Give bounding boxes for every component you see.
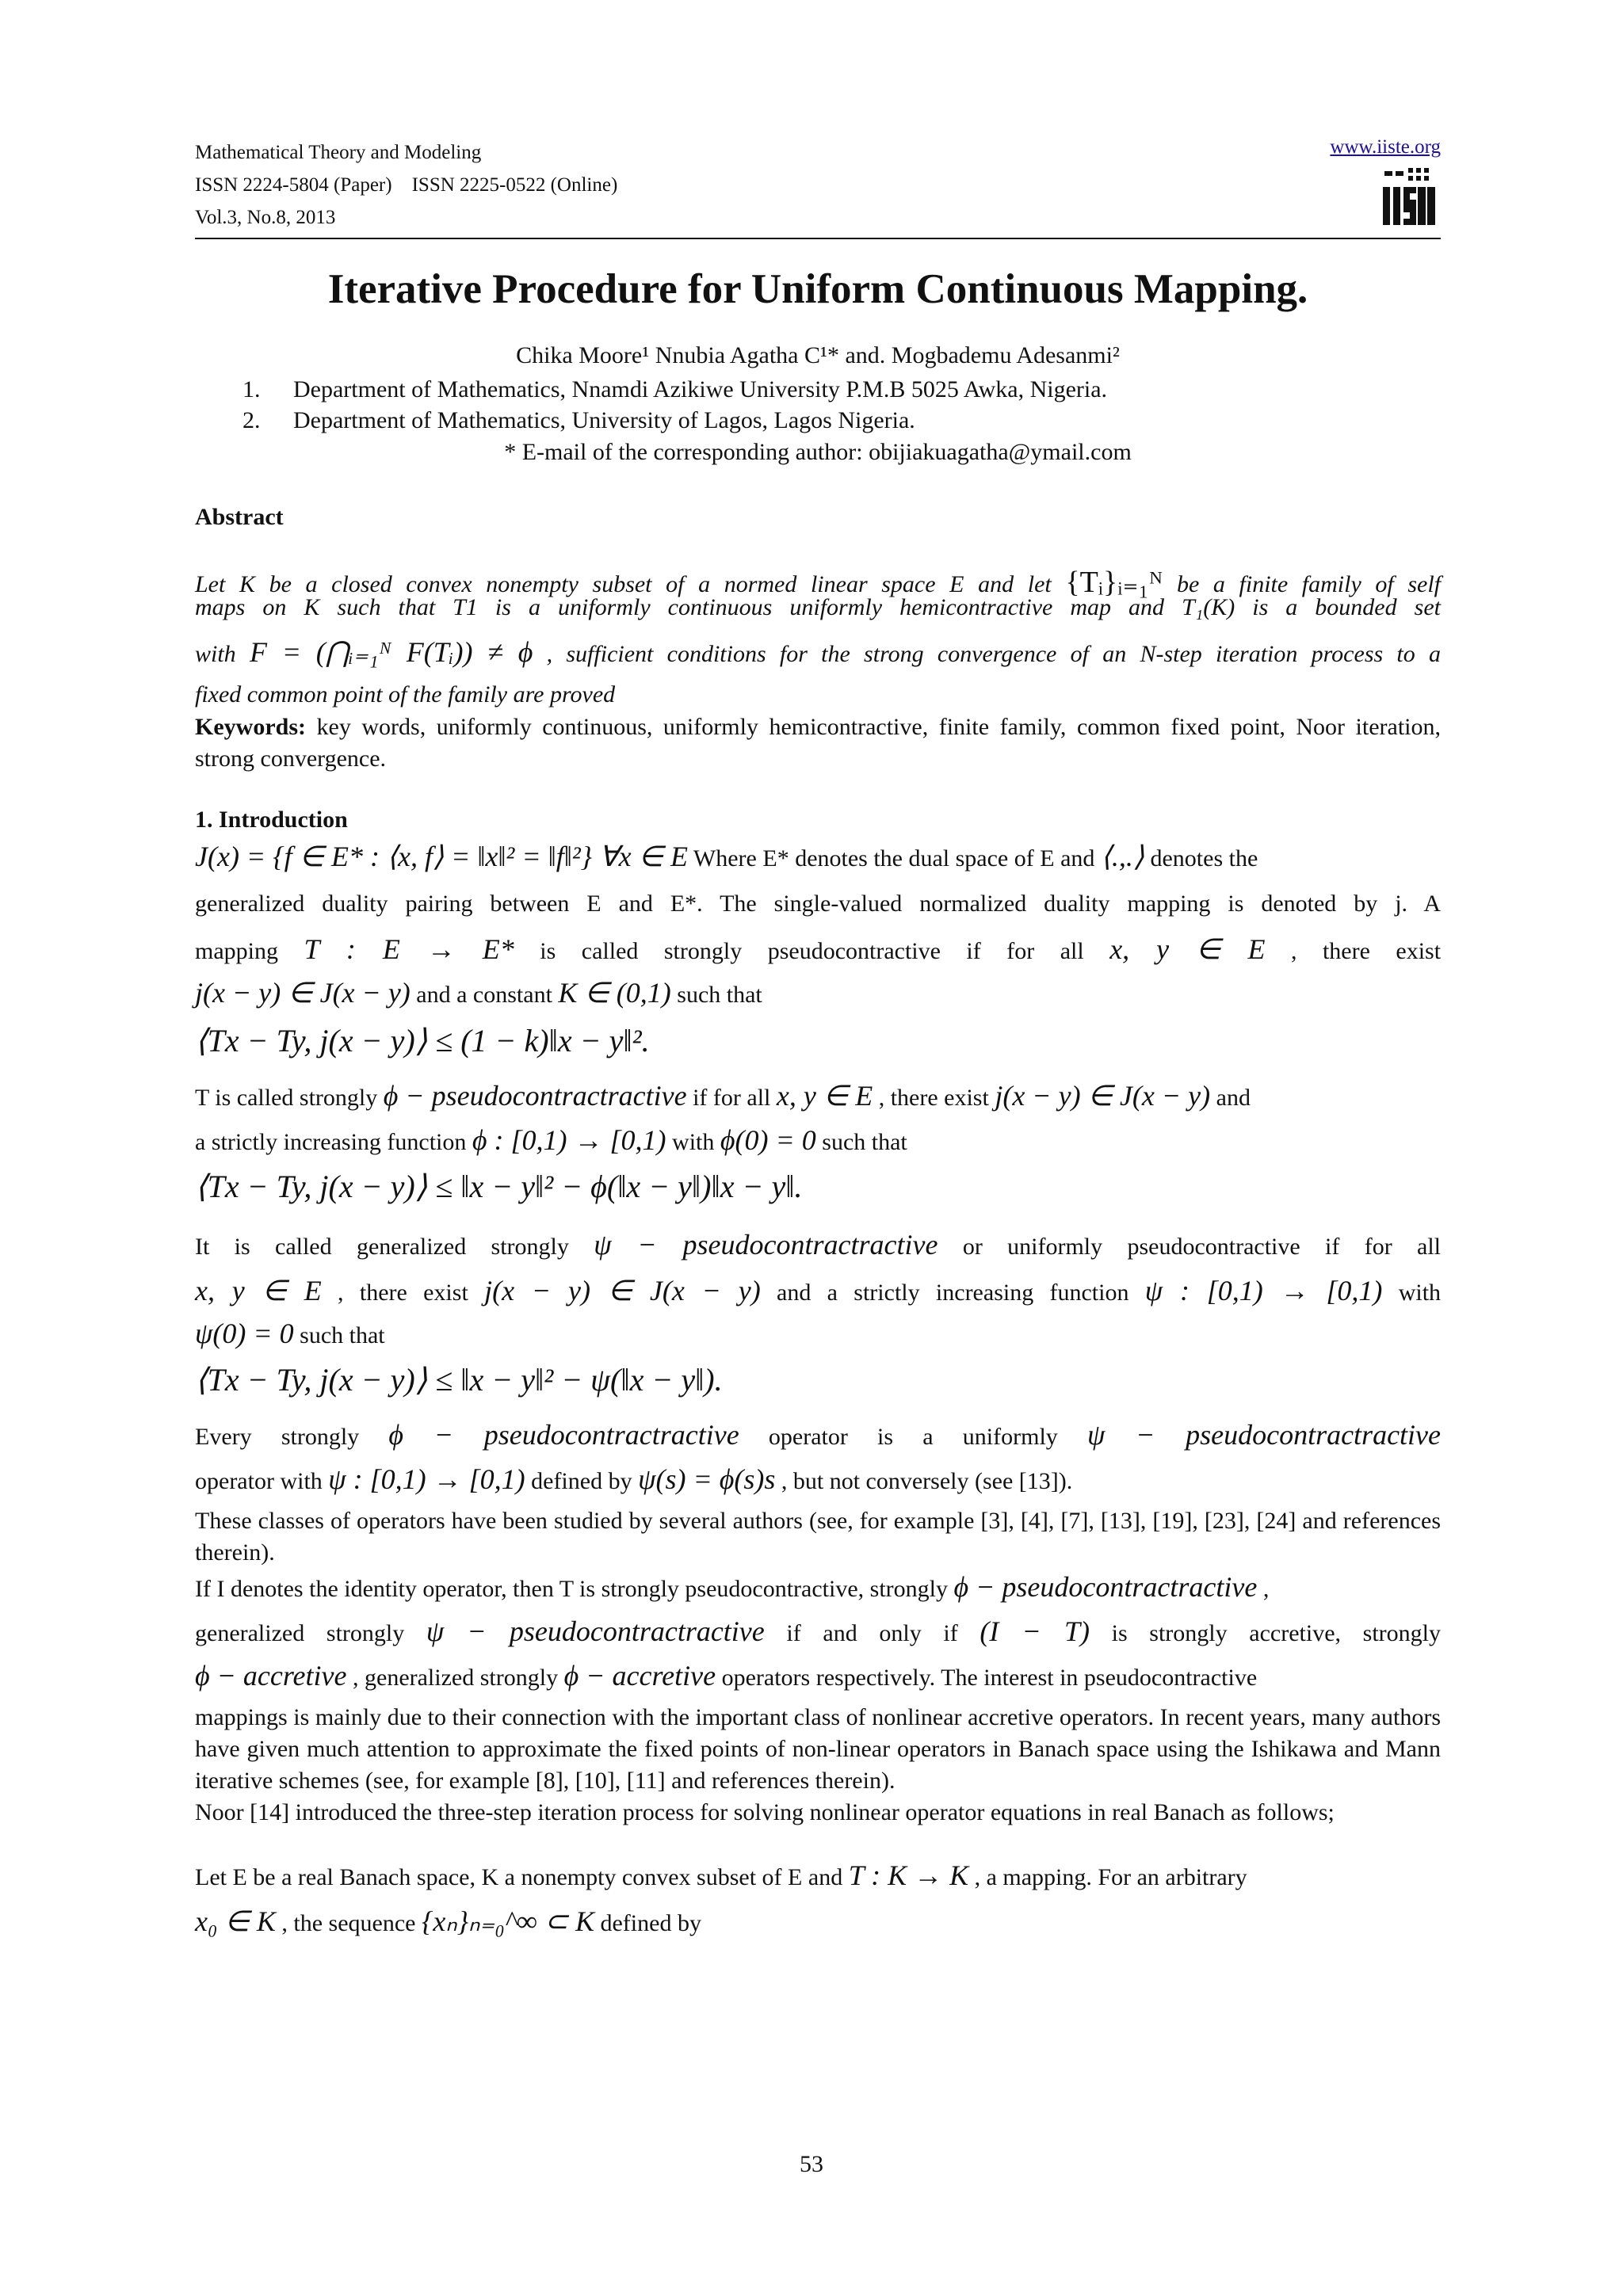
affiliation-1 xyxy=(242,376,1107,403)
phi-zero-expression: ϕ(0) = 0 xyxy=(720,1124,816,1156)
duality-selection-expression: j(x − y) ∈ J(x − y) xyxy=(995,1080,1211,1112)
intro-text: , there exist xyxy=(1290,938,1442,964)
intro-line-9 xyxy=(195,1317,1441,1350)
family-expression: {Tᵢ}ᵢ₌₁ᴺ xyxy=(1065,566,1163,599)
identity-minus-t-expression: (I − T) xyxy=(980,1615,1090,1647)
duality-pairing-symbol: ⟨.,.⟩ xyxy=(1100,841,1144,872)
intro-text: mapping xyxy=(195,938,278,964)
intro-text: is called strongly pseudocontractive if for all xyxy=(540,938,1084,964)
abstract-text: , sufficient conditions for the strong convergence of an N-step iteration process to a xyxy=(546,641,1442,667)
mapping-expression: T : E → E* xyxy=(304,933,514,965)
equation-2 xyxy=(195,1168,1441,1205)
intro-text: defined by xyxy=(525,1468,639,1494)
intro-text: Where E* denotes the dual space of E and xyxy=(687,845,1101,871)
phi-pseudocontractive-inequality: ⟨Tx − Ty, j(x − y)⟩ ≤ ‖x − y‖² − ϕ(‖x − y‖)‖x − y‖. xyxy=(195,1169,803,1204)
phi-accretive-term: ϕ − accretive xyxy=(195,1660,347,1691)
intro-text: operators respectively. The interest in pseudocontractive xyxy=(716,1665,1258,1691)
abstract-text: be a finite family of self xyxy=(1176,571,1442,597)
intro-text: or uniformly pseudocontractive if for all xyxy=(962,1234,1442,1260)
psi-function-expression: ψ : [0,1) → [0,1) xyxy=(328,1463,525,1495)
xy-in-e-expression: x, y ∈ E xyxy=(776,1080,873,1112)
constant-expression: K ∈ (0,1) xyxy=(558,977,671,1009)
equation-1 xyxy=(195,1022,1441,1059)
phi-accretive-term: ϕ − accretive xyxy=(563,1660,716,1691)
psi-pseudocontractive-term: ψ − pseudocontractractive xyxy=(594,1229,938,1261)
corresponding-email: * E-mail of the corresponding author: obijiakuagatha@ymail.com xyxy=(504,439,1132,465)
self-mapping-expression: T : K → K xyxy=(848,1859,969,1891)
affiliation-text: Department of Mathematics, University of Lagos, Lagos Nigeria. xyxy=(293,407,915,433)
intro-line-19 xyxy=(195,1905,1441,1938)
intro-text: and a strictly increasing function xyxy=(777,1280,1129,1306)
intro-text: operator is a uniformly xyxy=(768,1424,1058,1450)
journal-name: Mathematical Theory and Modeling xyxy=(195,142,482,163)
keywords-label: Keywords: xyxy=(195,714,306,740)
psi-zero-expression: ψ(0) = 0 xyxy=(195,1318,294,1349)
intro-text: T is called strongly xyxy=(195,1085,384,1111)
intro-text: , there exist xyxy=(338,1280,468,1306)
abstract-line-3 xyxy=(195,635,1441,669)
intro-text: operator with xyxy=(195,1468,329,1494)
phi-pseudocontractive-term: ϕ − pseudocontractractive xyxy=(383,1080,687,1112)
intro-text: and a constant xyxy=(410,982,559,1008)
iiste-logo-icon xyxy=(1381,168,1437,230)
intro-text: such that xyxy=(293,1322,385,1348)
phi-pseudocontractive-term: ϕ − pseudocontractractive xyxy=(388,1419,739,1451)
intro-line-13 xyxy=(195,1570,1441,1604)
intro-text: , but not conversely (see [13]). xyxy=(775,1468,1073,1494)
intro-text: such that xyxy=(815,1129,907,1155)
intro-text: , xyxy=(1257,1576,1270,1602)
intro-text: is strongly accretive, strongly xyxy=(1111,1620,1441,1646)
keywords xyxy=(195,711,1441,775)
intro-line-2: generalized duality pairing between E and E*. The single-valued normalized duality mapping is denoted by j. A xyxy=(195,891,1441,917)
phi-function-expression: ϕ : [0,1) → [0,1) xyxy=(472,1124,666,1156)
psi-pseudocontractive-term: ψ − pseudocontractractive xyxy=(1087,1419,1442,1451)
intro-text: with xyxy=(666,1129,720,1155)
xy-in-e-expression: x, y ∈ E xyxy=(195,1275,322,1306)
duality-selection-expression: j(x − y) ∈ J(x − y) xyxy=(195,977,411,1009)
intro-text: generalized strongly xyxy=(195,1620,405,1646)
header-rule xyxy=(195,238,1441,239)
author-line: Chika Moore¹ Nnubia Agatha C¹* and. Mogbademu Adesanmi² xyxy=(516,342,1120,368)
psi-function-expression: ψ : [0,1) → [0,1) xyxy=(1144,1275,1383,1306)
intro-text: , a mapping. For an arbitrary xyxy=(968,1864,1247,1890)
svg-text:IISTE: IISTE xyxy=(1409,229,1411,230)
intro-text: , generalized strongly xyxy=(346,1665,564,1691)
intro-line-1 xyxy=(195,840,1441,873)
intro-text: defined by xyxy=(594,1910,701,1936)
intro-paragraph-12: These classes of operators have been studied by several authors (see, for example [3], [4], [7], [13], [19], [23], [24] and references therein). xyxy=(195,1508,1441,1566)
intro-line-6 xyxy=(195,1123,1441,1157)
intro-line-7 xyxy=(195,1228,1441,1261)
intro-line-14 xyxy=(195,1615,1441,1648)
abstract-line-4: fixed common point of the family are proved xyxy=(195,681,616,707)
fixed-point-set-expression: F = (⋂ᵢ₌₁ᴺ F(Tᵢ)) ≠ ϕ xyxy=(249,636,533,668)
abstract-text: Let K be a closed convex nonempty subset of a normed linear space E and let xyxy=(195,571,1052,597)
phi-pseudocontractive-term: ϕ − pseudocontractractive xyxy=(953,1571,1258,1603)
intro-text: such that xyxy=(670,982,762,1008)
issn-line: ISSN 2224-5804 (Paper) ISSN 2225-0522 (Online) xyxy=(195,174,618,196)
abstract-line-2: maps on K such that T1 is a uniformly continuous uniformly hemicontractive map and T₁(K) is a bounded set xyxy=(195,594,1441,620)
xy-in-e-expression: x, y ∈ E xyxy=(1109,933,1266,965)
intro-text: if for all xyxy=(686,1085,777,1111)
volume-line: Vol.3, No.8, 2013 xyxy=(195,207,336,228)
intro-text: If I denotes the identity operator, then T is strongly pseudocontractive, strongly xyxy=(195,1576,954,1602)
page-number: 53 xyxy=(800,2151,823,2177)
intro-line-15 xyxy=(195,1659,1441,1692)
intro-text: Let E be a real Banach space, K a nonempty convex subset of E and xyxy=(195,1864,849,1890)
intro-text: , the sequence xyxy=(275,1910,422,1936)
abstract-text: with xyxy=(195,641,236,667)
website-container xyxy=(1330,136,1441,158)
sequence-expression: {xₙ}ₙ₌₀^∞ ⊂ K xyxy=(421,1905,594,1937)
initial-point-expression: x₀ ∈ K xyxy=(195,1905,276,1937)
intro-paragraph-16: mappings is mainly due to their connection with the important class of nonlinear accretive operators. In recent years, many authors have given much attention to approximate the fixed points of non-linear operators in Banach space using the Ishikawa and Mann iterative schemes (see, for example [8], [10], [11] and references therein). xyxy=(195,1704,1441,1794)
intro-text: with xyxy=(1398,1280,1442,1306)
affiliation-number: 2. xyxy=(242,407,261,433)
intro-text: It is called generalized strongly xyxy=(195,1234,594,1260)
keywords-text: key words, uniformly continuous, uniformly hemicontractive, finite family, common fixed point, Noor iteration, strong convergence. xyxy=(195,714,1441,772)
intro-line-11 xyxy=(195,1463,1441,1496)
psi-definition-expression: ψ(s) = ϕ(s)s xyxy=(638,1463,776,1495)
intro-text: a strictly increasing function xyxy=(195,1129,472,1155)
intro-line-3 xyxy=(195,933,1441,966)
intro-text: if and only if xyxy=(786,1620,958,1646)
paper-title: Iterative Procedure for Uniform Continuous Mapping. xyxy=(327,266,1308,312)
strong-pseudocontractive-inequality: ⟨Tx − Ty, j(x − y)⟩ ≤ (1 − k)‖x − y‖². xyxy=(195,1023,650,1058)
intro-line-10 xyxy=(195,1418,1441,1451)
intro-text: denotes the xyxy=(1144,845,1258,871)
psi-pseudocontractive-inequality: ⟨Tx − Ty, j(x − y)⟩ ≤ ‖x − y‖² − ψ(‖x − y‖). xyxy=(195,1362,723,1398)
affiliation-2 xyxy=(242,407,915,434)
duality-selection-expression: j(x − y) ∈ J(x − y) xyxy=(484,1275,761,1306)
intro-line-4 xyxy=(195,976,1441,1009)
affiliation-number: 1. xyxy=(242,376,261,402)
intro-text: , there exist xyxy=(873,1085,995,1111)
running-header xyxy=(195,136,1441,234)
intro-text: Every strongly xyxy=(195,1424,360,1450)
intro-line-18 xyxy=(195,1859,1441,1892)
duality-map-definition: J(x) = {f ∈ E* : ⟨x, f⟩ = ‖x‖² = ‖f‖²} ∀x ∈ E xyxy=(195,841,688,872)
introduction-heading: 1. Introduction xyxy=(195,807,348,833)
intro-line-8 xyxy=(195,1274,1441,1307)
equation-3 xyxy=(195,1361,1441,1398)
affiliation-text: Department of Mathematics, Nnamdi Azikiwe University P.M.B 5025 Awka, Nigeria. xyxy=(293,376,1108,402)
website-link[interactable]: www.iiste.org xyxy=(1330,136,1441,158)
intro-paragraph-17: Noor [14] introduced the three-step iteration process for solving nonlinear operator equations in real Banach as follows; xyxy=(195,1799,1335,1825)
abstract-heading: Abstract xyxy=(195,504,284,530)
intro-text: and xyxy=(1210,1085,1251,1111)
psi-pseudocontractive-term: ψ − pseudocontractractive xyxy=(426,1615,765,1647)
intro-line-5 xyxy=(195,1079,1441,1112)
